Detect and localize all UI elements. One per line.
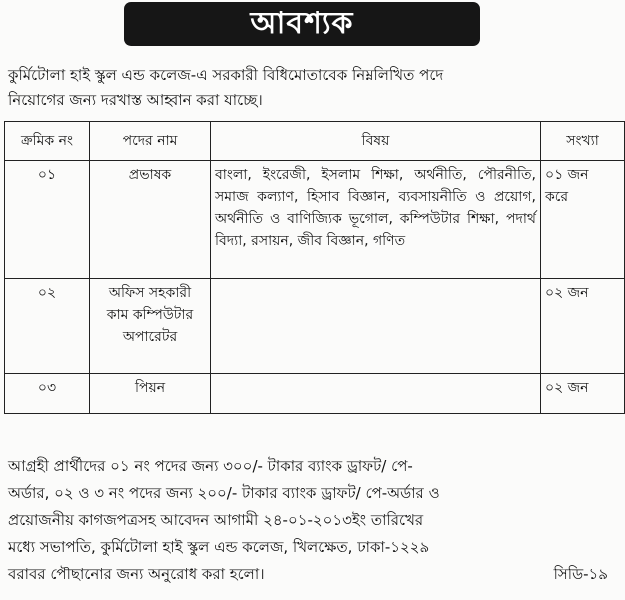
- application-instructions: [8, 453, 608, 588]
- intro-line: কুর্মিটোলা হাই স্কুল এন্ড কলেজ-এ সরকারী বিধিমোতাবেক নিম্নলিখিত পদে: [8, 66, 444, 84]
- page-title: আবশ্যক: [250, 5, 354, 41]
- serial-cell: ০১: [5, 161, 90, 279]
- serial-cell: ০৩: [5, 374, 90, 414]
- intro-line: নিয়োগের জন্য দরখাস্ত আহ্বান করা যাচ্ছে।: [8, 91, 263, 109]
- vacancy-table: [4, 121, 625, 414]
- header-count: সংখ্যা: [541, 122, 625, 161]
- table-header-row: [5, 122, 625, 161]
- instruction-line: বরাবর পৌছানোর জন্য অনুরোধ করা হলো।: [8, 565, 265, 583]
- instruction-line: মধ্যে সভাপতি, কুর্মিটোলা হাই স্কুল এন্ড কলেজ, খিলক্ষেত, ঢাকা-১২২৯: [8, 538, 430, 556]
- subject-cell: বাংলা, ইংরেজী, ইসলাম শিক্ষা, অর্থনীতি, পৌরনীতি, সমাজ কল্যাণ, হিসাব বিজ্ঞান, ব্যবসায়নীতি ও প্রয়োগ, অর্থনীতি ও বাণিজ্যিক ভূগোল, কম্পিউটার শিক্ষা, পদার্থ বিদ্যা, রসায়ন, জীব বিজ্ঞান, গণিত: [211, 161, 541, 279]
- subject-cell: [211, 279, 541, 374]
- count-value: ০১ জন করে: [545, 167, 589, 205]
- count-cell: ০২ জন: [541, 374, 625, 414]
- instruction-line: অর্ডার, ০২ ও ৩ নং পদের জন্য ২০০/- টাকার ব্যাংক ড্রাফট/ পে-অর্ডার ও: [8, 484, 440, 502]
- ad-code: সিডি-১৯: [553, 565, 608, 583]
- serial-cell: ০২: [5, 279, 90, 374]
- post-cell: [90, 279, 211, 374]
- header-subject: বিষয়: [211, 122, 541, 161]
- count-cell: ০২ জন: [541, 279, 625, 374]
- table-row: [5, 161, 625, 279]
- table-row: [5, 279, 625, 374]
- subject-cell: [211, 374, 541, 414]
- instruction-line: প্রয়োজনীয় কাগজপত্রসহ আবেদন আগামী ২৪-০১-২০১৩ইং তারিখের: [8, 511, 424, 529]
- table-row: [5, 374, 625, 414]
- header-post: পদের নাম: [90, 122, 211, 161]
- post-cell: প্রভাষক: [90, 161, 211, 279]
- post-name: অফিস সহকারী কাম কম্পিউটার অপারেটর: [106, 285, 194, 345]
- heading-banner: [124, 2, 480, 46]
- count-cell: [541, 161, 625, 279]
- header-serial: ক্রমিক নং: [5, 122, 90, 161]
- post-cell: পিয়ন: [90, 374, 211, 414]
- instruction-line: আগ্রহী প্রার্থীদের ০১ নং পদের জন্য ৩০০/- টাকার ব্যাংক ড্রাফট/ পে-: [8, 457, 413, 475]
- intro-paragraph: [8, 63, 608, 113]
